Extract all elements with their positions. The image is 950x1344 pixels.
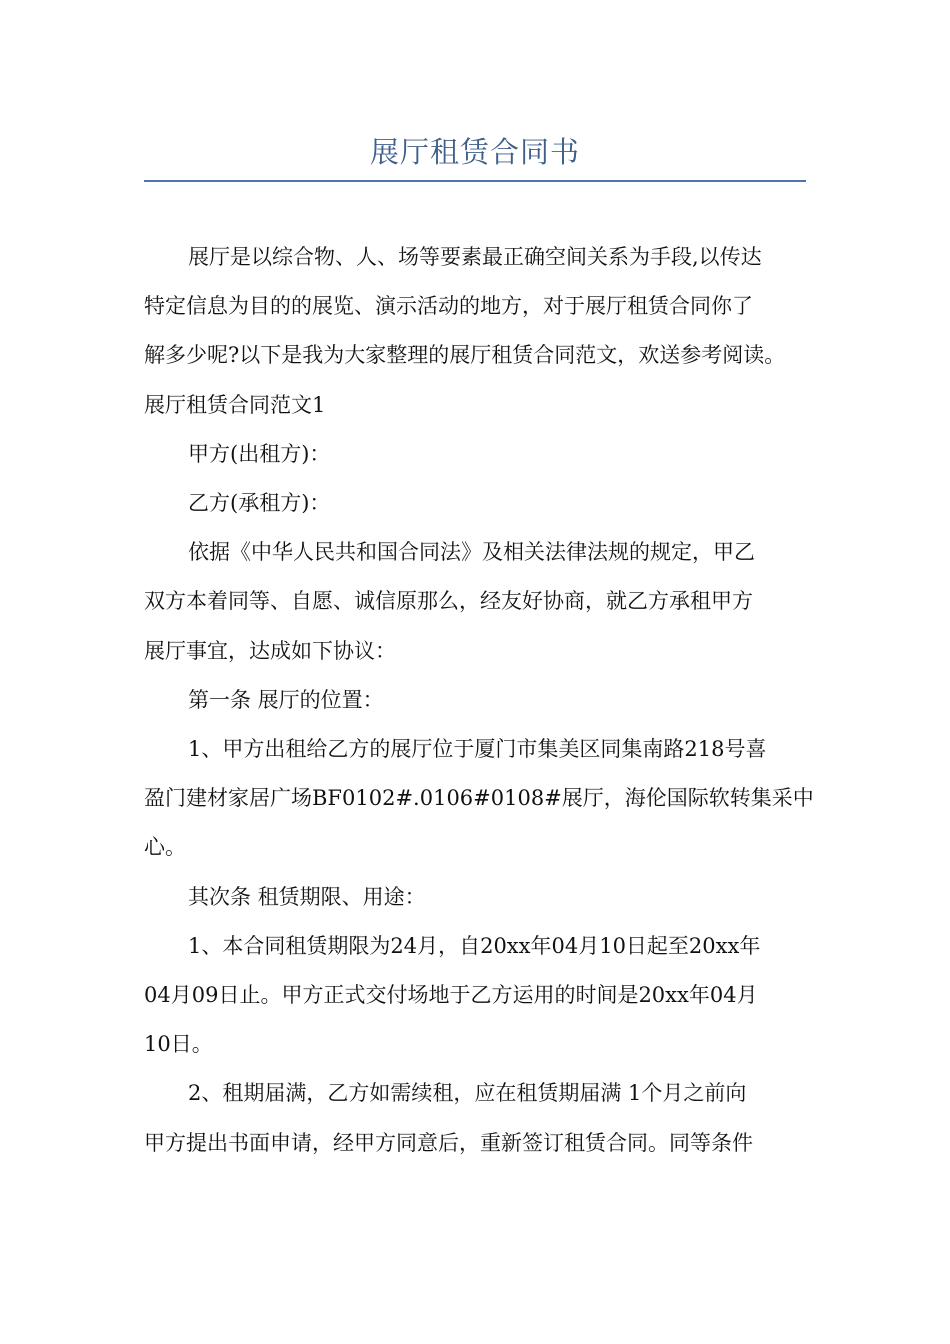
paragraph-line: 解多少呢?以下是我为大家整理的展厅租赁合同范文，欢送参考阅读。 — [144, 343, 786, 368]
article-heading: 第一条 展厅的位置： — [188, 687, 384, 712]
party-b-line: 乙方(承租方)： — [188, 491, 331, 516]
section-heading: 展厅租赁合同范文1 — [144, 392, 326, 417]
paragraph-line: 2、租期届满，乙方如需续租，应在租赁期届满 1个月之前向 — [188, 1081, 747, 1106]
paragraph-line: 双方本着同等、自愿、诚信原那么，经友好协商，就乙方承租甲方 — [144, 589, 753, 614]
paragraph-line: 1、本合同租赁期限为24月，自20xx年04月10日起至20xx年 — [188, 933, 761, 958]
paragraph-line: 10日。 — [144, 1032, 213, 1057]
paragraph-line: 甲方提出书面申请，经甲方同意后，重新签订租赁合同。同等条件 — [144, 1130, 753, 1155]
paragraph-line: 1、甲方出租给乙方的展厅位于厦门市集美区同集南路218号喜 — [188, 737, 767, 762]
document-body — [144, 233, 814, 1168]
paragraph-line: 心。 — [144, 835, 186, 860]
document-title: 展厅租赁合同书 — [369, 135, 580, 169]
party-a-line: 甲方(出租方)： — [188, 441, 331, 466]
paragraph-line: 特定信息为目的的展览、演示活动的地方，对于展厅租赁合同你了 — [144, 294, 753, 319]
paragraph-line: 依据《中华人民共和国合同法》及相关法律法规的规定，甲乙 — [188, 540, 755, 565]
title-divider — [144, 180, 806, 182]
paragraph-line: 盈门建材家居广场BF0102#.0106#0108#展厅，海伦国际软转集采中 — [144, 786, 814, 811]
paragraph-line: 04月09日止。甲方正式交付场地于乙方运用的时间是20xx年04月 — [144, 983, 758, 1008]
article-heading: 其次条 租赁期限、用途： — [188, 884, 426, 909]
paragraph-line: 展厅是以综合物、人、场等要素最正确空间关系为手段,以传达 — [188, 245, 762, 269]
paragraph-line: 展厅事宜，达成如下协议： — [144, 638, 396, 663]
